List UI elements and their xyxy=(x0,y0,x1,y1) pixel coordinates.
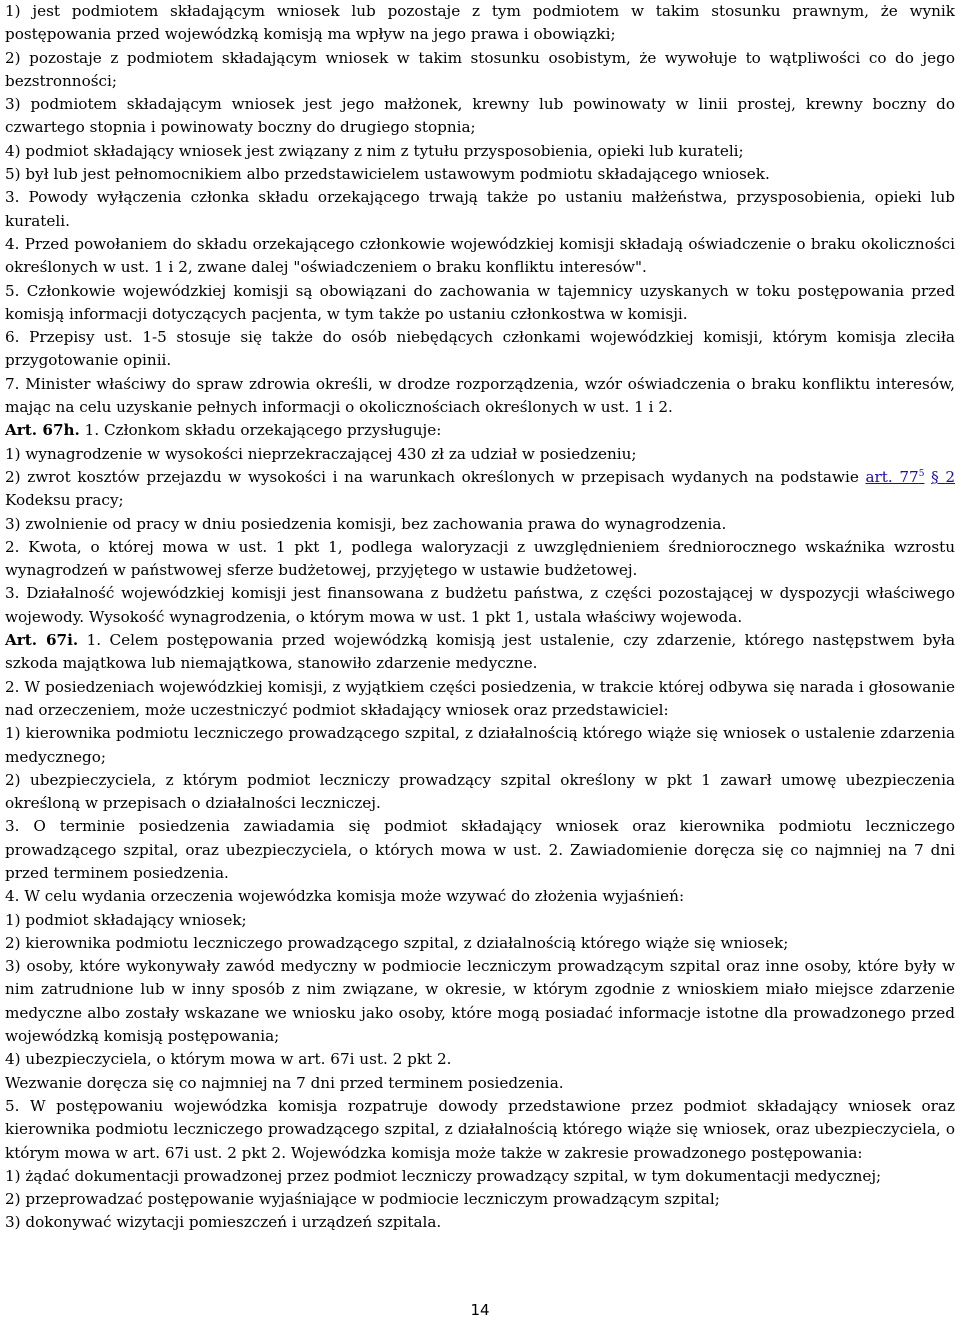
link-text: art. 77 xyxy=(865,467,919,486)
article-67i-intro xyxy=(5,629,955,676)
page-number: 14 xyxy=(470,1301,490,1319)
article-67h-intro xyxy=(5,419,955,442)
paragraph: 3) dokonywać wizytacji pomieszczeń i urządzeń szpitala. xyxy=(5,1213,442,1232)
paragraph: 3. O terminie posiedzenia zawiadamia się podmiot składający wniosek oraz kierownika podmiotu leczniczego prowadzącego szpital, oraz ubezpieczyciela, o których mowa w ust. 2. Zawiadomienie doręcza się co najmniej na 7 dni przed terminem posiedzenia. xyxy=(5,817,955,882)
text-segment: 2) zwrot kosztów przejazdu w wysokości i na warunkach określonych w przepisach wydanych na podstawie xyxy=(5,467,866,486)
paragraph: 3) osoby, które wykonywały zawód medyczny w podmiocie leczniczym prowadzącym szpital oraz inne osoby, które były w nim zatrudnione lub w inny sposób z nim związane, w okresie, w którym zgodnie z wnioskiem miało miejsce zdarzenie medyczne albo zostały wskazane we wniosku jako osoby, które mogą posiadać informacje istotne dla prowadzonego przed wojewódzką komisją postępowania; xyxy=(5,957,955,1046)
paragraph: 2) przeprowadzać postępowanie wyjaśniające w podmiocie leczniczym prowadzącym szpital; xyxy=(5,1190,720,1209)
paragraph: 1) jest podmiotem składającym wniosek lub pozostaje z tym podmiotem w takim stosunku prawnym, że wynik postępowania przed wojewódzką komisją ma wpływ na jego prawa i obowiązki; xyxy=(5,2,955,44)
article-heading: Art. 67h. xyxy=(5,421,80,440)
paragraph: 3. Powody wyłączenia członka składu orzekającego trwają także po ustaniu małżeństwa, przysposobienia, opieki lub kurateli. xyxy=(5,188,955,230)
paragraph: 2) pozostaje z podmiotem składającym wniosek w takim stosunku osobistym, że wywołuje to wątpliwości co do jego bezstronności; xyxy=(5,48,955,90)
paragraph: 4. W celu wydania orzeczenia wojewódzka komisja może wzywać do złożenia wyjaśnień: xyxy=(5,887,685,906)
paragraph: 5. Członkowie wojewódzkiej komisji są obowiązani do zachowania w tajemnicy uzyskanych w toku postępowania przed komisją informacji dotyczących pacjenta, w tym także po ustaniu członkostwa w komisji. xyxy=(5,281,955,323)
paragraph: 1) kierownika podmiotu leczniczego prowadzącego szpital, z działalnością którego wiąże się wniosek o ustalenie zdarzenia medycznego; xyxy=(5,724,955,766)
paragraph: 2. Kwota, o której mowa w ust. 1 pkt 1, podlega waloryzacji z uwzględnieniem średniorocznego wskaźnika wzrostu wynagrodzeń w państwowej sferze budżetowej, przyjętego w ustawie budżetowej. xyxy=(5,537,955,580)
paragraph: 7. Minister właściwy do spraw zdrowia określi, w drodze rozporządzenia, wzór oświadczenia o braku konfliktu interesów, mając na celu uzyskanie pełnych informacji o okolicznościach określonych w ust. 1 i 2. xyxy=(5,374,955,417)
article-77-link[interactable] xyxy=(865,468,924,486)
paragraph: 3) zwolnienie od pracy w dniu posiedzenia komisji, bez zachowania prawa do wynagrodzenia. xyxy=(5,514,727,533)
paragraph: 4) ubezpieczyciela, o którym mowa w art. 67i ust. 2 pkt 2. xyxy=(5,1050,452,1069)
paragraph: 5. W postępowaniu wojewódzka komisja rozpatruje dowody przedstawione przez podmiot składający wniosek oraz kierownika podmiotu leczniczego prowadzącego szpital, z działalnością którego wiąże się wniosek, oraz ubezpieczyciela, o którym mowa w art. 67i ust. 2 pkt 2. Wojewódzka komisja może także w zakresie prowadzonego postępowania: xyxy=(5,1096,955,1162)
paragraph: 2. W posiedzeniach wojewódzkiej komisji, z wyjątkiem części posiedzenia, w trakcie której odbywa się narada i głosowanie nad orzeczeniem, może uczestniczyć podmiot składający wniosek oraz przedstawiciel: xyxy=(5,677,955,719)
paragraph: 2) ubezpieczyciela, z którym podmiot leczniczy prowadzący szpital określony w pkt 1 zawarł umowę ubezpieczenia określoną w przepisach o działalności leczniczej. xyxy=(5,770,955,813)
article-heading: Art. 67i. xyxy=(5,631,79,650)
paragraph: 2) kierownika podmiotu leczniczego prowadzącego szpital, z działalnością którego wiąże się wniosek; xyxy=(5,933,789,952)
paragraph: 3. Działalność wojewódzkiej komisji jest finansowana z budżetu państwa, z części pozostającej w dyspozycji właściwego wojewody. Wysokość wynagrodzenia, o którym mowa w ust. 1 pkt 1, ustala właściwy wojewoda. xyxy=(5,584,955,626)
paragraph: 3) podmiotem składającym wniosek jest jego małżonek, krewny lub powinowaty w linii prostej, krewny boczny do czwartego stopnia i powinowaty boczny do drugiego stopnia; xyxy=(5,95,955,137)
paragraph: 4. Przed powołaniem do składu orzekającego członkowie wojewódzkiej komisji składają oświadczenie o braku okoliczności określonych w ust. 1 i 2, zwane dalej "oświadczeniem o braku konfliktu interesów". xyxy=(5,234,955,277)
paragraph-with-link xyxy=(5,466,955,513)
paragraph: 6. Przepisy ust. 1-5 stosuje się także do osób niebędących członkami wojewódzkiej komisji, którym komisja zleciła przygotowanie opinii. xyxy=(5,328,955,370)
paragraph: 1) wynagrodzenie w wysokości nieprzekraczającej 430 zł za udział w posiedzeniu; xyxy=(5,444,637,463)
paragraph: Wezwanie doręcza się co najmniej na 7 dni przed terminem posiedzenia. xyxy=(5,1073,564,1092)
document-body xyxy=(5,0,955,1235)
article-text: 1. Członkom składu orzekającego przysługuje: xyxy=(79,421,442,440)
paragraph: 4) podmiot składający wniosek jest związany z nim z tytułu przysposobienia, opieki lub kurateli; xyxy=(5,141,744,160)
article-text: 1. Celem postępowania przed wojewódzką komisją jest ustalenie, czy zdarzenie, którego następstwem była szkoda majątkowa lub niemajątkowa, stanowiło zdarzenie medyczne. xyxy=(5,631,955,673)
text-segment: Kodeksu pracy; xyxy=(5,491,124,510)
link-superscript: 5 xyxy=(918,468,925,479)
paragraph: 1) podmiot składający wniosek; xyxy=(5,910,247,929)
paragraph: 5) był lub jest pełnomocnikiem albo przedstawicielem ustawowym podmiotu składającego wniosek. xyxy=(5,165,770,184)
section-2-link[interactable]: § 2 xyxy=(931,467,955,486)
paragraph: 1) żądać dokumentacji prowadzonej przez podmiot leczniczy prowadzący szpital, w tym dokumentacji medycznej; xyxy=(5,1166,882,1185)
